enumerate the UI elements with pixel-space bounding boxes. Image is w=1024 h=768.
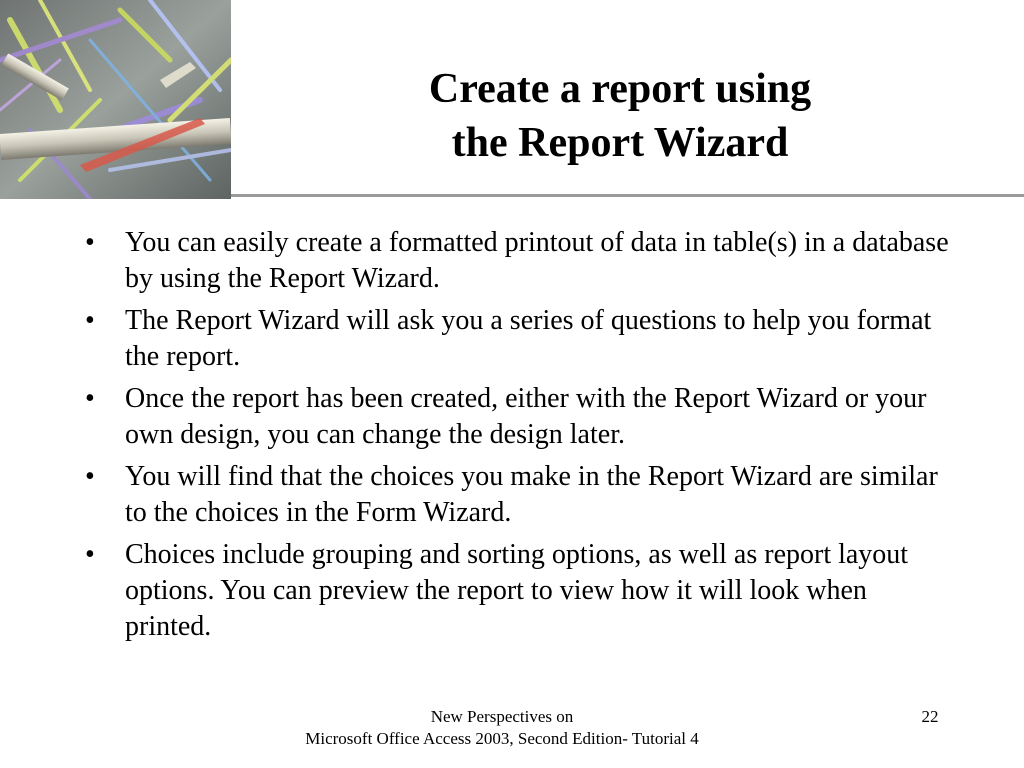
bullet-item	[85, 303, 955, 375]
bullet-icon: •	[85, 539, 95, 570]
decorative-corner-image	[0, 0, 231, 199]
title-divider	[231, 194, 1024, 197]
bullet-item	[85, 459, 955, 531]
bullet-item	[85, 537, 955, 645]
bullet-text: Once the report has been created, either with the Report Wizard or your own design, you can change the design later.	[125, 383, 927, 450]
bullet-text: Choices include grouping and sorting options, as well as report layout options. You can preview the report to view how it will look when printed.	[125, 539, 909, 642]
slide-title	[330, 62, 910, 170]
footer-line-2: Microsoft Office Access 2003, Second Edition- Tutorial 4	[305, 729, 699, 748]
bullet-icon: •	[85, 305, 95, 336]
abstract-light-streaks-picture	[0, 0, 231, 199]
bullet-icon: •	[85, 227, 95, 258]
bullet-item	[85, 225, 955, 297]
slide-title-line-2: the Report Wizard	[451, 120, 789, 166]
bullet-text: You will find that the choices you make in the Report Wizard are similar to the choices in the Form Wizard.	[125, 461, 938, 528]
bullet-list	[85, 225, 955, 651]
page-number: 22	[921, 707, 939, 726]
footer-line-1: New Perspectives on	[430, 707, 574, 726]
bullet-text: You can easily create a formatted printout of data in table(s) in a database by using the Report Wizard.	[125, 227, 949, 294]
bullet-text: The Report Wizard will ask you a series of questions to help you format the report.	[125, 305, 932, 372]
slide-title-line-1: Create a report using	[428, 66, 812, 112]
bullet-icon: •	[85, 383, 95, 414]
bullet-item	[85, 381, 955, 453]
bullet-icon: •	[85, 461, 95, 492]
slide-footer	[232, 706, 772, 750]
